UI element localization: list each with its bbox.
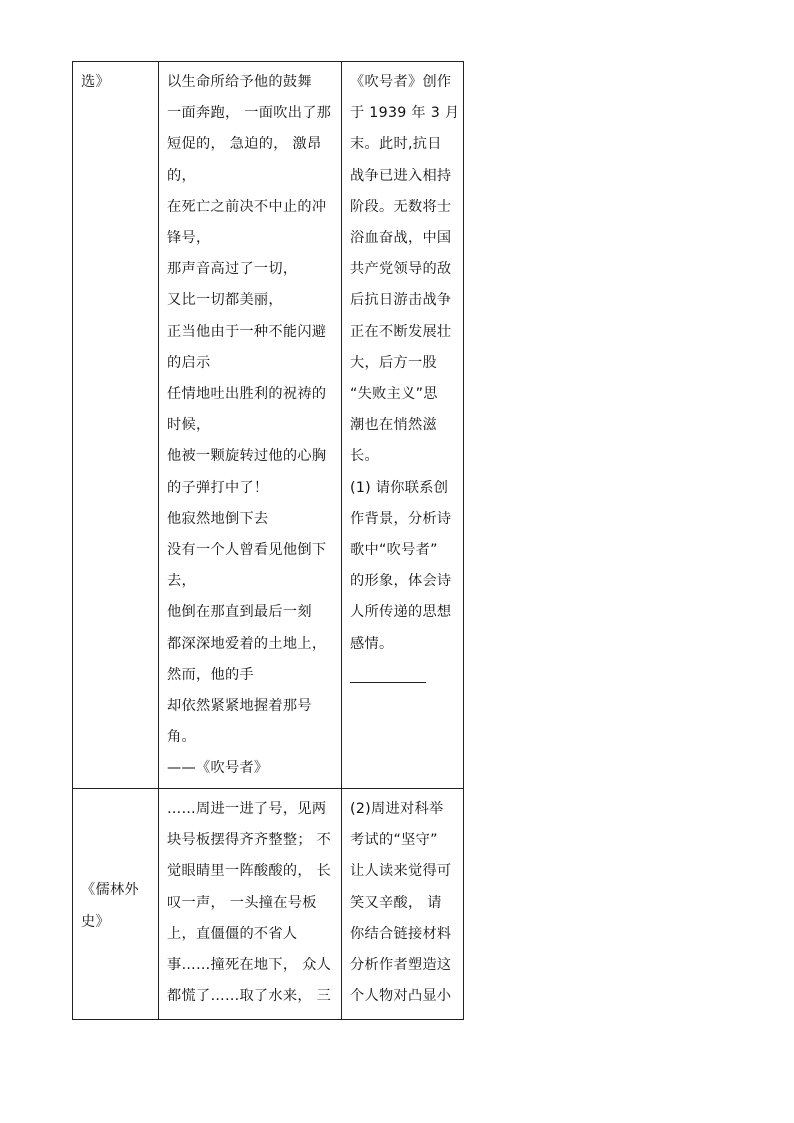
text-line: 考试的“坚守” (350, 832, 438, 849)
text-line: ……周进一进了号，见两 (167, 801, 327, 817)
question-text (342, 62, 463, 660)
text-line: 叹一声， 一头撞在号板 (167, 894, 317, 911)
title-line: 史》 (81, 913, 110, 930)
text-line: 你结合链接材料 (350, 925, 452, 942)
excerpt-cell (159, 62, 342, 789)
text-line: 的子弹打中了！ (167, 479, 269, 496)
text-line: 作背景，分析诗 (350, 510, 452, 527)
table-row (73, 789, 464, 1020)
text-line: 他被一颗旋转过他的心胸 (167, 448, 327, 465)
text-line: 笑又辛酸， 请 (350, 894, 442, 911)
answer-blank[interactable] (350, 664, 426, 683)
question-text (342, 789, 463, 1012)
text-line: 都慌了……取了水来， 三 (167, 988, 332, 1005)
text-line: 短促的， 急迫的， 激昂 (167, 136, 322, 153)
text-line: 又比一切都美丽， (167, 292, 283, 309)
text-line: 那声音高过了一切， (167, 261, 298, 278)
text-line: 的， (167, 167, 196, 184)
text-line: 去， (167, 573, 196, 590)
text-line: 以生命所给予他的鼓舞 (167, 74, 312, 90)
title-line: 《儒林外 (81, 882, 139, 899)
text-line: 锋号， (167, 230, 211, 247)
text-line: 浴血奋战，中国 (350, 230, 452, 247)
text-line: 正当他由于一种不能闪避 (167, 323, 327, 340)
text-line: 的启示 (167, 354, 211, 371)
text-line: 末。此时,抗日 (350, 136, 442, 153)
question-cell (342, 789, 464, 1020)
text-line: 然而，他的手 (167, 666, 254, 683)
text-line: 后抗日游击战争 (350, 292, 452, 309)
text-line: 时候， (167, 417, 211, 434)
text-line: 觉眼睛里一阵酸酸的， 长 (167, 863, 332, 880)
text-line: 于 1939 年 3 月 (350, 105, 460, 122)
text-line: 的形象，体会诗 (350, 573, 452, 590)
text-line: 他倒在那直到最后一刻 (167, 604, 312, 621)
title-line: 选》 (81, 74, 110, 90)
text-line: 上，直僵僵的不省人 (167, 925, 298, 942)
text-line: 块号板摆得齐齐整整； 不 (167, 832, 332, 849)
source-title (73, 62, 158, 98)
text-line: 他寂然地倒下去 (167, 510, 269, 527)
source-title (73, 870, 158, 937)
source-cell (73, 62, 159, 789)
text-line: ——《吹号者》 (167, 760, 269, 777)
poem-excerpt (159, 62, 341, 785)
text-line: 一面奔跑， 一面吹出了那 (167, 105, 332, 122)
text-line: 在死亡之前决不中止的冲 (167, 198, 327, 215)
text-line: 潮也在悄然滋 (350, 417, 437, 434)
text-line: 战争已进入相持 (350, 167, 452, 184)
excerpt-cell (159, 789, 342, 1020)
text-line: 歌中“吹号者” (350, 542, 438, 559)
text-line: 都深深地爱着的土地上， (167, 635, 327, 652)
text-line: 感情。 (350, 635, 394, 652)
text-line: 没有一个人曾看见他倒下 (167, 542, 327, 559)
text-line: 长。 (350, 448, 379, 465)
text-line: 事……撞死在地下， 众人 (167, 957, 332, 974)
text-line: 大，后方一股 (350, 354, 437, 371)
question-cell (342, 62, 464, 789)
novel-excerpt (159, 789, 341, 1012)
text-line: 角。 (167, 729, 196, 746)
text-line: 共产党领导的敌 (350, 261, 452, 278)
text-line: 分析作者塑造这 (350, 957, 452, 974)
text-line: “失败主义”思 (350, 386, 438, 403)
text-line: 人所传递的思想 (350, 604, 452, 621)
table-row (73, 62, 464, 789)
text-line: 阶段。无数将士 (350, 198, 452, 215)
text-line: 个人物对凸显小 (350, 988, 452, 1005)
text-line: 正在不断发展壮 (350, 323, 452, 340)
text-line: 却依然紧紧地握着那号 (167, 698, 312, 715)
text-line: 任情地吐出胜利的祝祷的 (167, 386, 327, 403)
text-line: 让人读来觉得可 (350, 863, 452, 880)
text-line: (2)周进对科举 (350, 801, 444, 817)
reading-table (72, 61, 464, 1020)
text-line: 《吹号者》创作 (350, 74, 452, 90)
text-line: (1) 请你联系创 (350, 479, 449, 496)
source-cell (73, 789, 159, 1020)
